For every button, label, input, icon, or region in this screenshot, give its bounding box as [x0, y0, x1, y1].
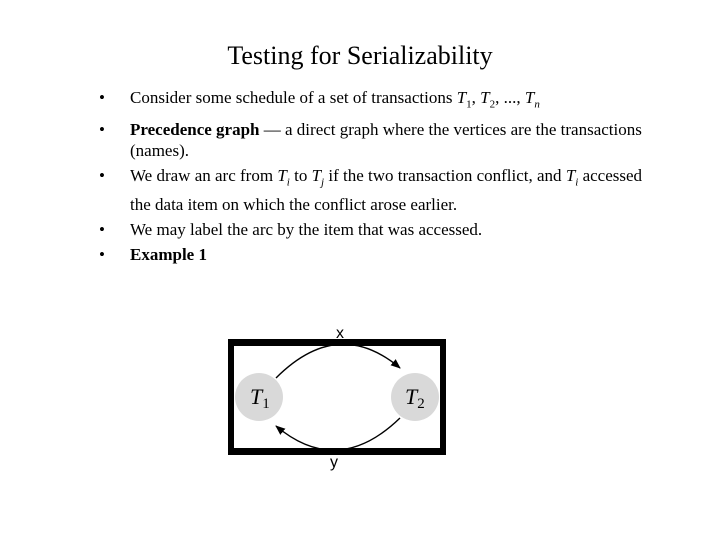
math-ti: $T_i$	[277, 166, 290, 189]
edge-t2-to-t1	[276, 418, 400, 450]
math-t2: $T_2$	[480, 88, 496, 111]
math-tj: $T_j$	[311, 166, 325, 189]
node-t2-label: T2	[405, 384, 425, 412]
slide-title: Testing for Serializability	[227, 41, 493, 70]
bullet-item: • Consider some schedule of a set of transactions $T_1$, $T_2$, ..., $T_n$	[99, 88, 540, 111]
bullet-item: • We draw an arc from $T_i$ to $T_j$ if the two transaction conflict, and $T_i$ accessed the data item on which the conflict arose earlier.	[99, 166, 643, 214]
bullet-dot: •	[99, 166, 105, 186]
math-ti-2: $T_i$	[565, 166, 579, 189]
bullet-text: We may label the arc by the item that was accessed.	[130, 219, 483, 239]
bullet-dot: •	[99, 244, 105, 264]
math-t1: $T_1$	[456, 88, 472, 111]
edge-label-y: y	[330, 454, 338, 471]
bullet-bold-term: Example 1	[130, 244, 207, 264]
node-t1-label: T1	[250, 384, 270, 412]
bullet-text: We draw an arc from	[130, 166, 278, 186]
bullet-dot: •	[99, 88, 105, 107]
edge-t1-to-t2	[276, 344, 400, 378]
bullet-bold-term: Precedence graph	[130, 120, 260, 140]
precedence-graph-figure	[228, 322, 448, 472]
edge-label-x: x	[336, 325, 344, 342]
bullet-text: — a direct graph where the vertices are the transactions (names).	[130, 120, 642, 161]
precedence-graph	[228, 322, 448, 472]
math-tn: $T_n$	[524, 88, 540, 111]
bullet-item	[96, 219, 656, 240]
bullet-list	[96, 87, 656, 269]
bullet-dot: •	[99, 219, 105, 239]
figure-frame-right-bar	[440, 340, 445, 454]
bullet-text: Consider some schedule of a set of transactions	[130, 88, 457, 107]
figure-frame-left-bar	[229, 340, 234, 454]
bullet-dot: •	[99, 120, 105, 140]
bullet-item	[96, 119, 656, 161]
bullet-item	[96, 244, 656, 265]
